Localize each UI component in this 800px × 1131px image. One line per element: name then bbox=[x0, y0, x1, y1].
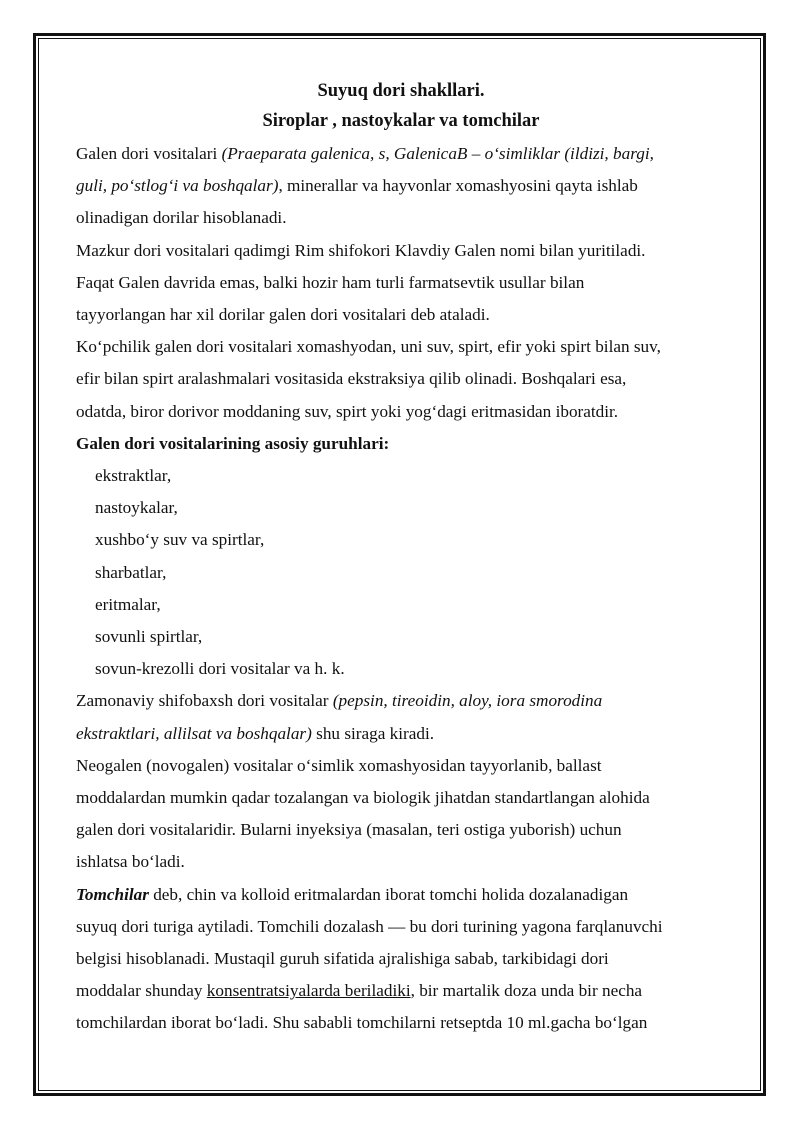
groups-list bbox=[76, 460, 726, 685]
text-line: tayyorlangan har xil dorilar galen dori vositalari deb ataladi. bbox=[76, 305, 490, 325]
document-title: Suyuq dori shakllari. bbox=[317, 81, 485, 101]
text-run: Zamonaviy shifobaxsh dori vositalar bbox=[76, 691, 333, 711]
text-line bbox=[76, 170, 726, 202]
list-item: ekstraktlar, bbox=[95, 466, 172, 486]
text-line bbox=[76, 879, 726, 911]
text-line: Mazkur dori vositalari qadimgi Rim shifokori Klavdiy Galen nomi bilan yuritiladi. bbox=[76, 240, 646, 260]
italic-text: (Praeparata galenica, s, GalenicaB – o‘simliklar (ildizi, bargi, bbox=[221, 144, 654, 163]
list-item: sovunli spirtlar, bbox=[95, 627, 203, 647]
text-line: galen dori vositalaridir. Bularni inyeksiya (masalan, teri ostiga yuborish) uchun bbox=[76, 820, 622, 840]
text-line: Neogalen (novogalen) vositalar o‘simlik xomashyosidan tayyorlanib, ballast bbox=[76, 755, 602, 775]
list-item: xushbo‘y suv va spirtlar, bbox=[95, 530, 265, 550]
paragraph-neogalen bbox=[76, 750, 726, 879]
text-line bbox=[76, 685, 726, 717]
text-line: moddalardan mumkin qadar tozalangan va biologik jihatdan standartlangan alohida bbox=[76, 788, 650, 808]
term-drops: Tomchilar bbox=[76, 884, 149, 904]
text-line: odatda, biror dorivor moddaning suv, spirt yoki yog‘dagi eritmasidan iboratdir. bbox=[76, 401, 619, 421]
text-run: moddalar shunday bbox=[76, 981, 207, 1001]
document-subtitle: Siroplar , nastoykalar va tomchilar bbox=[262, 111, 540, 131]
text-line bbox=[76, 718, 726, 750]
text-line: Ko‘pchilik galen dori vositalari xomashyodan, uni suv, spirt, efir yoki spirt bilan suv, bbox=[76, 337, 661, 357]
text-line: suyuq dori turiga aytiladi. Tomchili dozalash — bu dori turining yagona farqlanuvchi bbox=[76, 916, 663, 936]
list-item: sovun-krezolli dori vositalar va h. k. bbox=[95, 659, 345, 679]
paragraph-modern-remedies bbox=[76, 685, 726, 749]
text-line: olinadigan dorilar hisoblanadi. bbox=[76, 208, 287, 228]
italic-text: (pepsin, tireoidin, aloy, iora smorodina bbox=[332, 691, 603, 711]
text-line bbox=[76, 138, 726, 170]
text-line bbox=[76, 975, 726, 1007]
text-line: tomchilardan iborat bo‘ladi. Shu sababli tomchilarni retseptda 10 ml.gacha bo‘lgan bbox=[76, 1013, 648, 1033]
text-line: belgisi hisoblanadi. Mustaqil guruh sifatida ajralishiga sabab, tarkibidagi dori bbox=[76, 949, 609, 969]
text-line: efir bilan spirt aralashmalari vositasida ekstraksiya qilib olinadi. Boshqalari esa, bbox=[76, 369, 627, 389]
italic-text: ekstraktlari, allilsat va boshqalar) bbox=[76, 723, 312, 743]
paragraph-drops bbox=[76, 879, 726, 1040]
text-run: shu siraga kiradi. bbox=[311, 723, 435, 743]
text-line: Faqat Galen davrida emas, balki hozir ham turli farmatsevtik usullar bilan bbox=[76, 272, 585, 292]
list-item: sharbatlar, bbox=[95, 562, 167, 582]
document-body bbox=[76, 76, 726, 1040]
underlined-text: konsentratsiyalarda beriladiki bbox=[206, 981, 411, 1001]
paragraph-galen-definition bbox=[76, 138, 726, 235]
paragraph-extraction bbox=[76, 331, 726, 428]
paragraph-galen-origin bbox=[76, 235, 726, 332]
text-run: , bir martalik doza unda bir necha bbox=[410, 981, 643, 1001]
text-run: deb, chin va kolloid eritmalardan iborat tomchi holida dozalanadigan bbox=[148, 884, 629, 904]
text-line: ishlatsa bo‘ladi. bbox=[76, 852, 185, 872]
text-run: , minerallar va hayvonlar xomashyosini qayta ishlab bbox=[278, 176, 638, 196]
text-run: Galen dori vositalari bbox=[76, 144, 222, 163]
bold-text: Galen dori vositalarining asosiy guruhlari: bbox=[76, 433, 390, 453]
list-item: eritmalar, bbox=[95, 594, 161, 614]
italic-text: guli, po‘stlog‘i va boshqalar) bbox=[76, 176, 279, 196]
list-item: nastoykalar, bbox=[95, 498, 178, 518]
groups-heading bbox=[76, 428, 726, 460]
